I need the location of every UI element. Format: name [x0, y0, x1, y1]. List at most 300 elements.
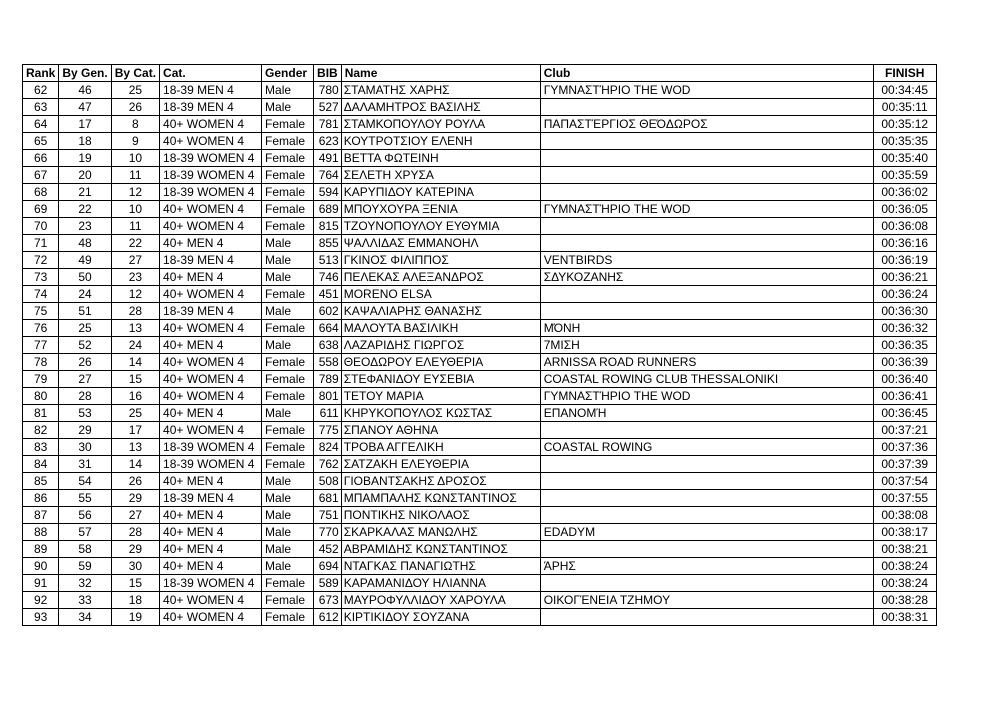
cell-by-cat: 15	[111, 371, 159, 388]
cell-category: 40+ MEN 4	[160, 337, 262, 354]
table-row	[23, 456, 937, 473]
cell-gender: Male	[262, 99, 314, 116]
cell-by-cat: 10	[111, 201, 159, 218]
cell-by-gen: 48	[59, 235, 111, 252]
cell-by-cat: 26	[111, 473, 159, 490]
cell-name: ΤΡΟΒΑ ΑΓΓΕΛΙΚΗ	[341, 439, 540, 456]
cell-category: 40+ MEN 4	[160, 558, 262, 575]
cell-finish: 00:38:28	[873, 592, 936, 609]
cell-name: ΣΤΑΜΚΟΠΟΥΛΟΥ ΡΟΥΛΑ	[341, 116, 540, 133]
cell-name: ΤΕΤΟΥ ΜΑΡΙΑ	[341, 388, 540, 405]
cell-bib: 694	[314, 558, 342, 575]
cell-finish: 00:36:30	[873, 303, 936, 320]
cell-club	[540, 167, 873, 184]
cell-category: 18-39 WOMEN 4	[160, 456, 262, 473]
cell-gender: Male	[262, 490, 314, 507]
cell-bib: 638	[314, 337, 342, 354]
table-row	[23, 388, 937, 405]
cell-finish: 00:36:45	[873, 405, 936, 422]
cell-by-cat: 25	[111, 405, 159, 422]
table-row	[23, 405, 937, 422]
cell-category: 18-39 MEN 4	[160, 490, 262, 507]
cell-rank: 92	[23, 592, 59, 609]
cell-club	[540, 150, 873, 167]
cell-club	[540, 456, 873, 473]
cell-finish: 00:38:31	[873, 609, 936, 626]
table-row	[23, 439, 937, 456]
cell-by-gen: 50	[59, 269, 111, 286]
cell-bib: 513	[314, 252, 342, 269]
cell-bib: 815	[314, 218, 342, 235]
cell-category: 40+ WOMEN 4	[160, 388, 262, 405]
cell-by-gen: 18	[59, 133, 111, 150]
cell-finish: 00:36:40	[873, 371, 936, 388]
cell-name: ΠΟΝΤΙΚΗΣ ΝΙΚΟΛΑΟΣ	[341, 507, 540, 524]
cell-rank: 82	[23, 422, 59, 439]
table-row	[23, 354, 937, 371]
cell-category: 40+ MEN 4	[160, 235, 262, 252]
cell-rank: 81	[23, 405, 59, 422]
cell-club	[540, 575, 873, 592]
cell-by-gen: 17	[59, 116, 111, 133]
cell-bib: 789	[314, 371, 342, 388]
cell-rank: 90	[23, 558, 59, 575]
cell-finish: 00:36:08	[873, 218, 936, 235]
cell-gender: Female	[262, 592, 314, 609]
cell-by-gen: 31	[59, 456, 111, 473]
cell-name: ΤΖΟΥΝΟΠΟΥΛΟΥ ΕΥΘΥΜΙΑ	[341, 218, 540, 235]
table-row	[23, 235, 937, 252]
cell-category: 18-39 WOMEN 4	[160, 439, 262, 456]
cell-gender: Female	[262, 456, 314, 473]
cell-by-cat: 15	[111, 575, 159, 592]
cell-club	[540, 490, 873, 507]
header-rank: Rank	[23, 65, 59, 82]
header-finish: FINISH	[873, 65, 936, 82]
cell-by-gen: 27	[59, 371, 111, 388]
cell-finish: 00:37:36	[873, 439, 936, 456]
cell-club: ΜΌΝΗ	[540, 320, 873, 337]
cell-rank: 66	[23, 150, 59, 167]
table-row	[23, 167, 937, 184]
cell-bib: 762	[314, 456, 342, 473]
cell-club	[540, 507, 873, 524]
cell-rank: 75	[23, 303, 59, 320]
cell-finish: 00:34:45	[873, 82, 936, 99]
cell-name: ΓΚΙΝΟΣ ΦΙΛΙΠΠΟΣ	[341, 252, 540, 269]
cell-finish: 00:37:21	[873, 422, 936, 439]
cell-bib: 781	[314, 116, 342, 133]
cell-rank: 68	[23, 184, 59, 201]
cell-category: 40+ WOMEN 4	[160, 422, 262, 439]
cell-finish: 00:37:54	[873, 473, 936, 490]
cell-category: 40+ WOMEN 4	[160, 218, 262, 235]
cell-category: 40+ WOMEN 4	[160, 371, 262, 388]
table-row	[23, 558, 937, 575]
cell-by-gen: 46	[59, 82, 111, 99]
cell-rank: 73	[23, 269, 59, 286]
cell-by-cat: 28	[111, 524, 159, 541]
cell-rank: 88	[23, 524, 59, 541]
cell-rank: 84	[23, 456, 59, 473]
cell-name: ΝΤΑΓΚΑΣ ΠΑΝΑΓΙΩΤΗΣ	[341, 558, 540, 575]
cell-club: COASTAL ROWING	[540, 439, 873, 456]
cell-rank: 67	[23, 167, 59, 184]
cell-rank: 74	[23, 286, 59, 303]
cell-gender: Female	[262, 320, 314, 337]
table-row	[23, 371, 937, 388]
cell-rank: 65	[23, 133, 59, 150]
cell-club	[540, 218, 873, 235]
cell-bib: 764	[314, 167, 342, 184]
cell-by-gen: 33	[59, 592, 111, 609]
table-row	[23, 269, 937, 286]
cell-category: 40+ WOMEN 4	[160, 201, 262, 218]
cell-bib: 855	[314, 235, 342, 252]
cell-name: ΒΕΤΤΑ ΦΩΤΕΙΝΗ	[341, 150, 540, 167]
cell-club: ARNISSA ROAD RUNNERS	[540, 354, 873, 371]
header-row	[23, 65, 937, 82]
cell-gender: Female	[262, 609, 314, 626]
cell-finish: 00:37:39	[873, 456, 936, 473]
cell-name: ΜΠΑΜΠΑΛΗΣ ΚΩΝΣΤΑΝΤΙΝΟΣ	[341, 490, 540, 507]
cell-category: 40+ WOMEN 4	[160, 286, 262, 303]
header-name: Name	[341, 65, 540, 82]
cell-by-cat: 28	[111, 303, 159, 320]
header-gender: Gender	[262, 65, 314, 82]
cell-name: MORENO ELSA	[341, 286, 540, 303]
cell-finish: 00:35:40	[873, 150, 936, 167]
cell-by-gen: 21	[59, 184, 111, 201]
cell-name: ΚΑΨΑΛΙΑΡΗΣ ΘΑΝΑΣΗΣ	[341, 303, 540, 320]
cell-rank: 80	[23, 388, 59, 405]
cell-rank: 85	[23, 473, 59, 490]
cell-category: 40+ WOMEN 4	[160, 609, 262, 626]
cell-by-cat: 13	[111, 320, 159, 337]
cell-bib: 452	[314, 541, 342, 558]
cell-by-gen: 52	[59, 337, 111, 354]
cell-rank: 64	[23, 116, 59, 133]
cell-finish: 00:38:21	[873, 541, 936, 558]
table-row	[23, 116, 937, 133]
cell-rank: 62	[23, 82, 59, 99]
cell-club	[540, 422, 873, 439]
cell-club: ΆΡΗΣ	[540, 558, 873, 575]
cell-name: ΘΕΟΔΩΡΟΥ ΕΛΕΥΘΕΡΙΑ	[341, 354, 540, 371]
cell-name: ΣΑΤΖΑΚΗ ΕΛΕΥΘΕΡΙΑ	[341, 456, 540, 473]
cell-rank: 87	[23, 507, 59, 524]
cell-category: 40+ MEN 4	[160, 473, 262, 490]
cell-gender: Female	[262, 133, 314, 150]
cell-gender: Female	[262, 116, 314, 133]
cell-finish: 00:35:11	[873, 99, 936, 116]
cell-bib: 594	[314, 184, 342, 201]
cell-club: ΟΙΚΟΓΈΝΕΙΑ ΤΖΗΜΟΥ	[540, 592, 873, 609]
cell-gender: Female	[262, 371, 314, 388]
table-row	[23, 422, 937, 439]
cell-name: ΣΕΛΕΤΗ ΧΡΥΣΑ	[341, 167, 540, 184]
cell-gender: Male	[262, 337, 314, 354]
cell-finish: 00:36:41	[873, 388, 936, 405]
cell-category: 18-39 WOMEN 4	[160, 167, 262, 184]
cell-rank: 78	[23, 354, 59, 371]
cell-by-cat: 22	[111, 235, 159, 252]
cell-gender: Female	[262, 184, 314, 201]
cell-finish: 00:38:24	[873, 575, 936, 592]
cell-finish: 00:38:08	[873, 507, 936, 524]
cell-category: 40+ WOMEN 4	[160, 354, 262, 371]
cell-club	[540, 609, 873, 626]
cell-finish: 00:36:02	[873, 184, 936, 201]
cell-by-gen: 49	[59, 252, 111, 269]
table-row	[23, 99, 937, 116]
cell-by-gen: 47	[59, 99, 111, 116]
table-row	[23, 303, 937, 320]
cell-club	[540, 473, 873, 490]
cell-bib: 746	[314, 269, 342, 286]
cell-finish: 00:36:35	[873, 337, 936, 354]
cell-gender: Female	[262, 167, 314, 184]
cell-category: 18-39 WOMEN 4	[160, 575, 262, 592]
cell-category: 40+ WOMEN 4	[160, 592, 262, 609]
cell-name: ΚΙΡΤΙΚΙΔΟΥ ΣΟΥΖΑΝΑ	[341, 609, 540, 626]
header-bib: BIB	[314, 65, 342, 82]
cell-finish: 00:35:59	[873, 167, 936, 184]
results-table	[22, 64, 937, 626]
cell-by-gen: 32	[59, 575, 111, 592]
cell-club: ΣΔΥΚΟΖΑΝΗΣ	[540, 269, 873, 286]
cell-gender: Female	[262, 388, 314, 405]
cell-club: ΠΑΠΑΣΤΈΡΓΙΟΣ ΘΕΌΔΩΡΟΣ	[540, 116, 873, 133]
cell-finish: 00:38:17	[873, 524, 936, 541]
cell-name: ΜΠΟΥΧΟΥΡΑ ΞΕΝΙΑ	[341, 201, 540, 218]
cell-by-cat: 19	[111, 609, 159, 626]
cell-finish: 00:36:05	[873, 201, 936, 218]
cell-by-cat: 14	[111, 354, 159, 371]
cell-rank: 70	[23, 218, 59, 235]
table-row	[23, 286, 937, 303]
cell-bib: 589	[314, 575, 342, 592]
cell-by-cat: 29	[111, 541, 159, 558]
cell-gender: Female	[262, 218, 314, 235]
cell-gender: Female	[262, 354, 314, 371]
cell-by-cat: 27	[111, 507, 159, 524]
cell-finish: 00:38:24	[873, 558, 936, 575]
cell-by-gen: 24	[59, 286, 111, 303]
table-row	[23, 150, 937, 167]
cell-finish: 00:36:16	[873, 235, 936, 252]
cell-name: ΣΤΕΦΑΝΙΔΟΥ ΕΥΣΕΒΙΑ	[341, 371, 540, 388]
cell-bib: 664	[314, 320, 342, 337]
cell-category: 40+ MEN 4	[160, 524, 262, 541]
cell-club: ΓΥΜΝΑΣΤΉΡΙΟ THE WOD	[540, 388, 873, 405]
cell-name: ΓΙΟΒΑΝΤΣΑΚΗΣ ΔΡΟΣΟΣ	[341, 473, 540, 490]
cell-name: ΚΗΡΥΚΟΠΟΥΛΟΣ ΚΩΣΤΑΣ	[341, 405, 540, 422]
cell-finish: 00:36:19	[873, 252, 936, 269]
cell-by-cat: 11	[111, 218, 159, 235]
cell-bib: 491	[314, 150, 342, 167]
cell-name: ΣΠΑΝΟΥ ΑΘΗΝΑ	[341, 422, 540, 439]
cell-category: 40+ WOMEN 4	[160, 320, 262, 337]
cell-category: 18-39 WOMEN 4	[160, 150, 262, 167]
cell-bib: 508	[314, 473, 342, 490]
cell-by-gen: 53	[59, 405, 111, 422]
table-row	[23, 133, 937, 150]
cell-bib: 824	[314, 439, 342, 456]
cell-rank: 93	[23, 609, 59, 626]
cell-club	[540, 303, 873, 320]
cell-bib: 527	[314, 99, 342, 116]
cell-rank: 79	[23, 371, 59, 388]
cell-by-cat: 12	[111, 184, 159, 201]
cell-by-cat: 27	[111, 252, 159, 269]
cell-name: ΔΑΛΑΜΗΤΡΟΣ ΒΑΣΙΛΗΣ	[341, 99, 540, 116]
cell-name: ΜΑΥΡΟΦΥΛΛΙΔΟΥ ΧΑΡΟΥΛΑ	[341, 592, 540, 609]
cell-by-gen: 23	[59, 218, 111, 235]
cell-by-cat: 16	[111, 388, 159, 405]
cell-club	[540, 286, 873, 303]
cell-club	[540, 99, 873, 116]
cell-club	[540, 133, 873, 150]
cell-club	[540, 541, 873, 558]
cell-category: 18-39 MEN 4	[160, 303, 262, 320]
header-by-cat: By Cat.	[111, 65, 159, 82]
table-row	[23, 473, 937, 490]
cell-name: ΚΑΡΥΠΙΔΟΥ ΚΑΤΕΡΙΝΑ	[341, 184, 540, 201]
cell-bib: 602	[314, 303, 342, 320]
cell-by-gen: 28	[59, 388, 111, 405]
cell-by-cat: 14	[111, 456, 159, 473]
table-row	[23, 184, 937, 201]
cell-club: ΕΠΑΝΟΜΉ	[540, 405, 873, 422]
header-by-gen: By Gen.	[59, 65, 111, 82]
cell-name: ΑΒΡΑΜΙΔΗΣ ΚΩΝΣΤΑΝΤΙΝΟΣ	[341, 541, 540, 558]
cell-name: ΨΑΛΛΙΔΑΣ ΕΜΜΑΝΟΗΛ	[341, 235, 540, 252]
cell-by-cat: 8	[111, 116, 159, 133]
cell-bib: 751	[314, 507, 342, 524]
cell-by-gen: 19	[59, 150, 111, 167]
table-row	[23, 524, 937, 541]
cell-by-cat: 18	[111, 592, 159, 609]
table-row	[23, 592, 937, 609]
cell-bib: 780	[314, 82, 342, 99]
cell-bib: 801	[314, 388, 342, 405]
cell-name: ΠΕΛΕΚΑΣ ΑΛΕΞΑΝΔΡΟΣ	[341, 269, 540, 286]
cell-club: ΓΥΜΝΑΣΤΉΡΙΟ THE WOD	[540, 201, 873, 218]
cell-by-gen: 29	[59, 422, 111, 439]
table-row	[23, 337, 937, 354]
cell-by-cat: 9	[111, 133, 159, 150]
cell-rank: 69	[23, 201, 59, 218]
cell-club	[540, 184, 873, 201]
table-row	[23, 82, 937, 99]
cell-by-gen: 56	[59, 507, 111, 524]
table-row	[23, 541, 937, 558]
cell-category: 18-39 WOMEN 4	[160, 184, 262, 201]
cell-category: 40+ MEN 4	[160, 541, 262, 558]
cell-by-gen: 34	[59, 609, 111, 626]
cell-bib: 612	[314, 609, 342, 626]
cell-by-gen: 20	[59, 167, 111, 184]
header-club: Club	[540, 65, 873, 82]
cell-rank: 71	[23, 235, 59, 252]
cell-bib: 451	[314, 286, 342, 303]
cell-rank: 89	[23, 541, 59, 558]
cell-finish: 00:36:24	[873, 286, 936, 303]
cell-club: VENTBIRDS	[540, 252, 873, 269]
cell-bib: 681	[314, 490, 342, 507]
cell-name: ΚΟΥΤΡΟΤΣΙΟΥ ΕΛΕΝΗ	[341, 133, 540, 150]
cell-gender: Male	[262, 473, 314, 490]
cell-club: ΓΥΜΝΑΣΤΉΡΙΟ THE WOD	[540, 82, 873, 99]
cell-gender: Female	[262, 286, 314, 303]
cell-category: 40+ WOMEN 4	[160, 116, 262, 133]
cell-by-gen: 55	[59, 490, 111, 507]
cell-gender: Female	[262, 201, 314, 218]
cell-finish: 00:37:55	[873, 490, 936, 507]
cell-gender: Female	[262, 422, 314, 439]
table-row	[23, 507, 937, 524]
cell-finish: 00:36:21	[873, 269, 936, 286]
cell-rank: 63	[23, 99, 59, 116]
cell-gender: Male	[262, 558, 314, 575]
cell-rank: 86	[23, 490, 59, 507]
cell-by-cat: 23	[111, 269, 159, 286]
cell-by-gen: 51	[59, 303, 111, 320]
cell-name: ΛΑΖΑΡΙΔΗΣ ΓΙΩΡΓΟΣ	[341, 337, 540, 354]
cell-gender: Male	[262, 82, 314, 99]
cell-name: ΜΑΛΟΥΤΑ ΒΑΣΙΛΙΚΗ	[341, 320, 540, 337]
cell-bib: 558	[314, 354, 342, 371]
cell-finish: 00:36:32	[873, 320, 936, 337]
cell-by-cat: 30	[111, 558, 159, 575]
cell-category: 40+ MEN 4	[160, 269, 262, 286]
cell-gender: Male	[262, 269, 314, 286]
table-row	[23, 201, 937, 218]
cell-gender: Female	[262, 575, 314, 592]
cell-by-cat: 11	[111, 167, 159, 184]
cell-finish: 00:35:35	[873, 133, 936, 150]
cell-gender: Male	[262, 524, 314, 541]
cell-category: 18-39 MEN 4	[160, 252, 262, 269]
cell-club	[540, 235, 873, 252]
cell-gender: Male	[262, 252, 314, 269]
cell-name: ΣΚΑΡΚΑΛΑΣ ΜΑΝΩΛΗΣ	[341, 524, 540, 541]
cell-by-gen: 30	[59, 439, 111, 456]
cell-finish: 00:35:12	[873, 116, 936, 133]
table-row	[23, 252, 937, 269]
cell-by-gen: 58	[59, 541, 111, 558]
cell-rank: 76	[23, 320, 59, 337]
cell-category: 18-39 MEN 4	[160, 99, 262, 116]
cell-gender: Male	[262, 303, 314, 320]
cell-by-cat: 29	[111, 490, 159, 507]
cell-bib: 611	[314, 405, 342, 422]
cell-by-cat: 24	[111, 337, 159, 354]
table-row	[23, 490, 937, 507]
cell-by-cat: 10	[111, 150, 159, 167]
cell-rank: 83	[23, 439, 59, 456]
table-row	[23, 320, 937, 337]
table-row	[23, 575, 937, 592]
cell-name: ΚΑΡΑΜΑΝΙΔΟΥ ΗΛΙΑΝΝΑ	[341, 575, 540, 592]
cell-gender: Female	[262, 439, 314, 456]
cell-bib: 770	[314, 524, 342, 541]
cell-category: 40+ MEN 4	[160, 507, 262, 524]
table-row	[23, 218, 937, 235]
cell-by-gen: 57	[59, 524, 111, 541]
cell-rank: 72	[23, 252, 59, 269]
